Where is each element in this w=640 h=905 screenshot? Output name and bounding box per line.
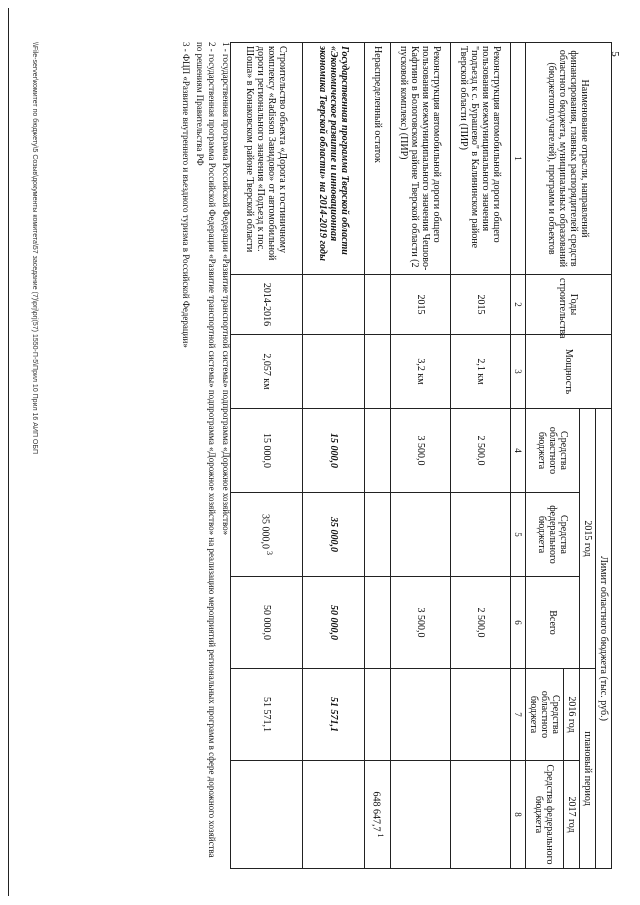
- footnote-marker: 1: [375, 833, 385, 838]
- footnote-marker: 3: [264, 551, 274, 555]
- row-power: 2,057 км: [231, 335, 303, 409]
- budget-table: [230, 42, 612, 869]
- row-power: [303, 335, 365, 409]
- column-index: 1: [511, 43, 526, 275]
- row-name: Реконструкция автомобильной дороги общего пользования межмуниципального значения "подъезд к с. Бурашево" в Калининском районе Тверской области (ПИР): [451, 43, 511, 275]
- row-regional-2016: 51 571,1: [231, 669, 303, 761]
- table-row: [231, 43, 303, 869]
- row-years: 2015: [451, 275, 511, 335]
- row-regional: 15 000,0: [303, 409, 365, 493]
- column-index: 4: [511, 409, 526, 493]
- row-name: Строительство объекта «Дорога к гостиничному комплексу «Radisson Завидово» от автомобильной дороги регионального значения «Подъезд к пос. Шоша» в Конаковском районе Тверской области: [231, 43, 303, 275]
- page-number: 5: [608, 51, 621, 57]
- header-total: Всего: [526, 577, 580, 669]
- row-regional: 15 000,0: [231, 409, 303, 493]
- row-power: 3,2 км: [391, 335, 451, 409]
- row-total: 3 500,0: [391, 577, 451, 669]
- cell-value: 648 647,7: [370, 791, 382, 832]
- header-years-col: Годы строительства: [526, 275, 612, 335]
- row-total: [365, 577, 391, 669]
- table-row: [391, 43, 451, 869]
- header-limit-group: Лимит областного бюджета (тыс. руб.): [596, 409, 612, 869]
- header-planned-period: плановый период: [580, 669, 596, 869]
- cell-value: 35 000,0: [259, 514, 271, 549]
- row-years: [365, 275, 391, 335]
- header-federal-funds: Средства федерального бюджета: [526, 493, 580, 577]
- column-index-row: [511, 43, 526, 869]
- row-federal: [451, 493, 511, 577]
- row-regional-2016: [451, 669, 511, 761]
- file-path-footer: \\File-server\комитет по бюджету\5 Созыв\документы комитета\57 заседание (7)\prj\prj(57) 1550-П-5\Прил 10 Прил 16 АИП ОБП: [31, 42, 38, 454]
- row-name: Реконструкция автомобильной дороги общего пользования межмуниципального значения Чешово-Кафтино в Бологовском районе Тверской области (2 пусковой комплекс) (ПИР): [391, 43, 451, 275]
- column-index: 7: [511, 669, 526, 761]
- header-power-col: Мощность: [526, 335, 612, 409]
- row-federal: 35 000,0: [303, 493, 365, 577]
- row-years: 2015: [391, 275, 451, 335]
- footnote: 3 - ФЦП «Развитие внутреннего и въездного туризма в Российской Федерации»: [181, 42, 191, 348]
- row-regional-2016: [365, 669, 391, 761]
- row-power: 2,1 км: [451, 335, 511, 409]
- row-regional-2016: [391, 669, 451, 761]
- row-total: 50 000,0: [303, 577, 365, 669]
- footnote: 2 - государственная программа Российской Федерации «Развитие транспортной системы» подпрограмма «Дорожное хозяйство» на реализацию мероприятий региональных программ в сфере дорожного хозяйства по решениям Правительства РФ: [195, 42, 217, 858]
- row-regional: [365, 409, 391, 493]
- row-name: Нераспределенный остаток: [365, 43, 391, 275]
- column-index: 8: [511, 761, 526, 869]
- row-total: 50 000,0: [231, 577, 303, 669]
- column-index: 2: [511, 275, 526, 335]
- row-federal-2017: [231, 761, 303, 869]
- column-index: 3: [511, 335, 526, 409]
- row-regional-2016: 51 571,1: [303, 669, 365, 761]
- row-power: [365, 335, 391, 409]
- header-year-2015: 2015 год: [580, 409, 596, 669]
- row-federal-2017: [303, 761, 365, 869]
- row-federal: [231, 493, 303, 577]
- row-federal-2017: [365, 761, 391, 869]
- header-federal-funds-2017: Средства федерального бюджета: [526, 761, 564, 869]
- row-years: 2014-2016: [231, 275, 303, 335]
- column-index: 6: [511, 577, 526, 669]
- table-row: [365, 43, 391, 869]
- header-regional-funds: Средства областного бюджета: [526, 409, 580, 493]
- row-regional: 3 500,0: [391, 409, 451, 493]
- header-year-2016: 2016 год: [564, 669, 580, 761]
- row-federal-2017: [391, 761, 451, 869]
- table-row: [451, 43, 511, 869]
- row-federal-2017: [451, 761, 511, 869]
- footnote: 1 - государственная программа Российской Федерации «Развитие транспортной системы» подпрограмма «Дорожное хозяйство»: [221, 42, 231, 536]
- table-row: [303, 43, 365, 869]
- column-index: 5: [511, 493, 526, 577]
- header-year-2017: 2017 год: [564, 761, 580, 869]
- rotated-page-content: [11, 18, 636, 898]
- row-total: 2 500,0: [451, 577, 511, 669]
- row-federal: [391, 493, 451, 577]
- row-years: [303, 275, 365, 335]
- footnotes: [178, 42, 232, 868]
- row-name: Государственная программа Тверской области «Экономическое развитие и инновационная экономика Тверской области» на 2014-2019 годы: [303, 43, 365, 275]
- row-regional: 2 500,0: [451, 409, 511, 493]
- header-regional-funds-2016: Средства областного бюджета: [526, 669, 564, 761]
- row-federal: [365, 493, 391, 577]
- header-name-col: Наименование отрасли, направлений финансирования, главных распорядителей средств областного бюджета, муниципальных образований (бюджетополучателей), программ и объектов: [526, 43, 612, 275]
